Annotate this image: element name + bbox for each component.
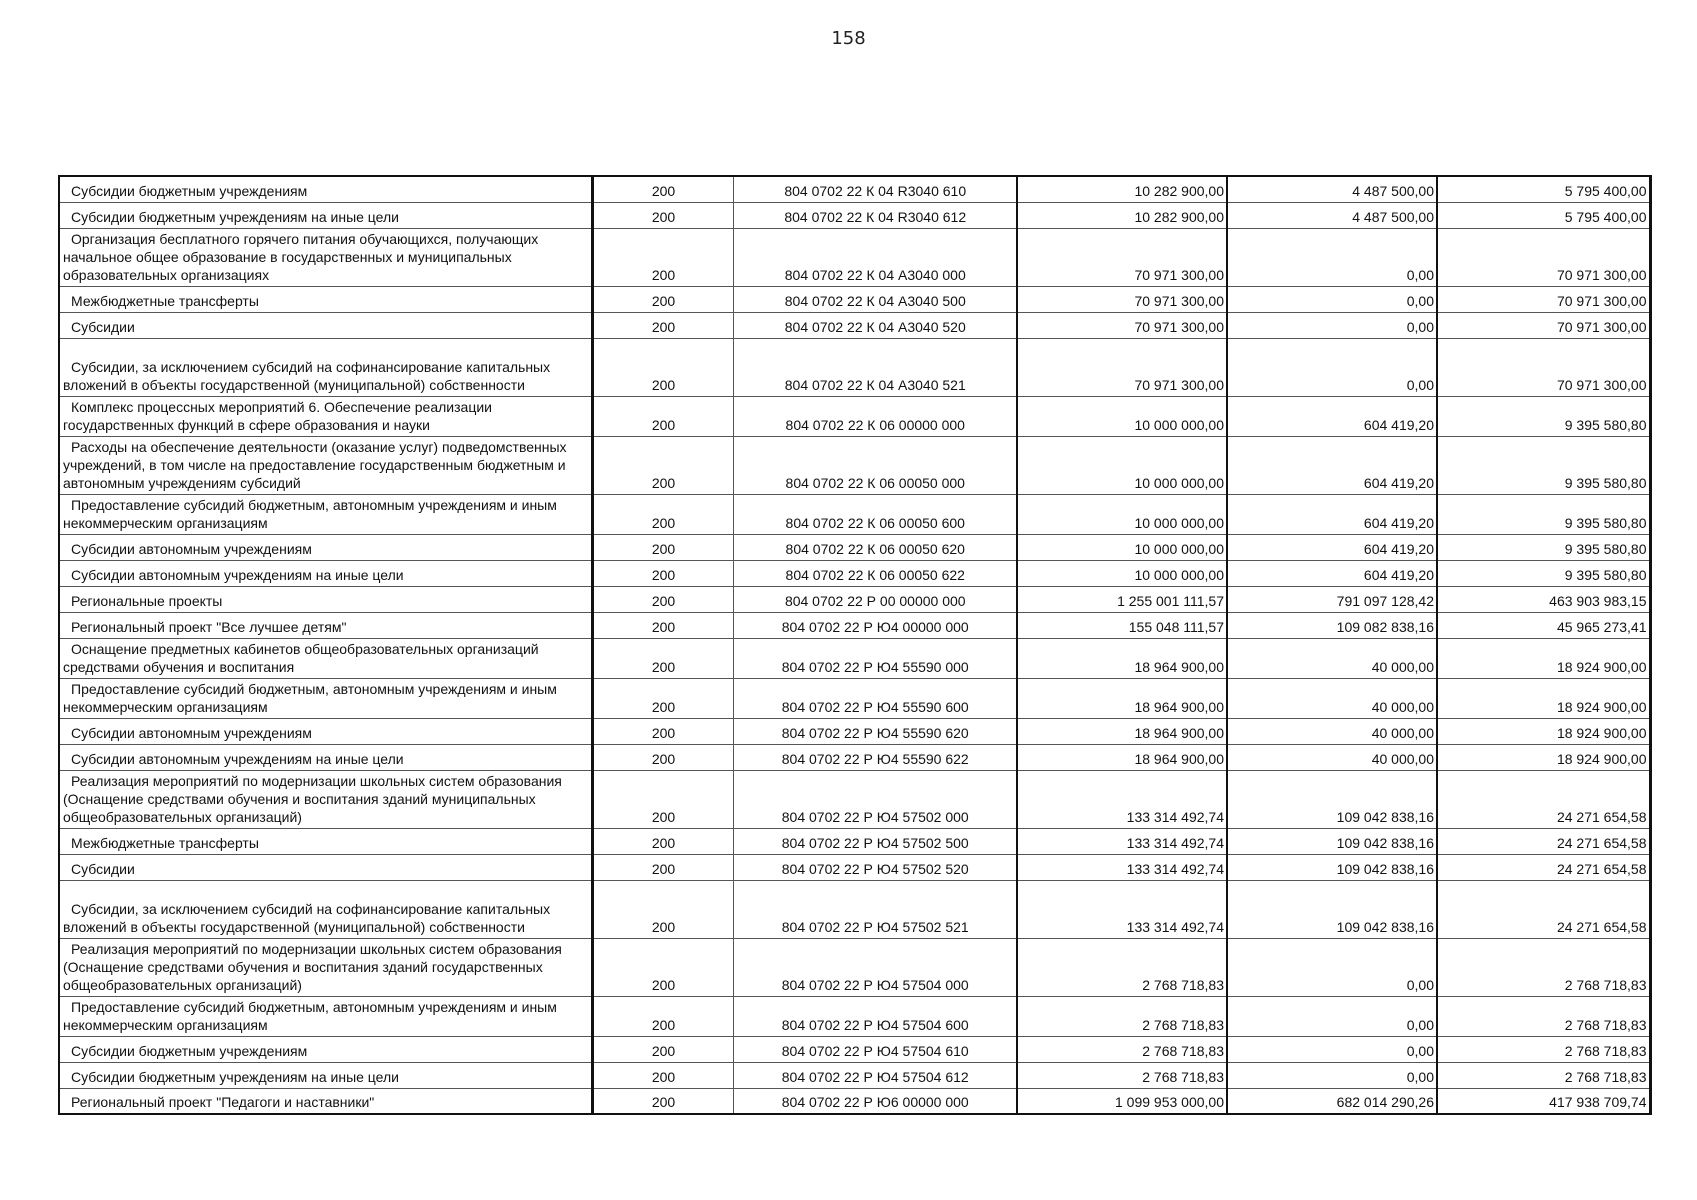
planned-amount-cell: 18 964 900,00	[1017, 744, 1227, 770]
table-row	[59, 638, 1650, 678]
budget-classification-code-cell: 804 0702 22 Р Ю4 55590 600	[733, 678, 1017, 718]
table-row	[59, 534, 1650, 560]
executed-amount-cell: 0,00	[1227, 338, 1437, 396]
planned-amount-cell: 10 000 000,00	[1017, 534, 1227, 560]
planned-amount-cell: 70 971 300,00	[1017, 312, 1227, 338]
admin-code-cell: 200	[592, 1088, 733, 1114]
budget-classification-code-cell: 804 0702 22 К 04 А3040 500	[733, 286, 1017, 312]
remaining-amount-cell: 45 965 273,41	[1437, 612, 1650, 638]
expense-name-cell: Субсидии	[59, 312, 592, 338]
executed-amount-cell: 604 419,20	[1227, 494, 1437, 534]
table-row	[59, 286, 1650, 312]
budget-table	[58, 175, 1652, 1115]
expense-name-cell: Межбюджетные трансферты	[59, 286, 592, 312]
budget-table-body	[59, 176, 1650, 1114]
expense-name-cell: Расходы на обеспечение деятельности (оказание услуг) подведомственных учреждений, в том числе на предоставление государственным бюджетным и автономным учреждениям субсидий	[59, 436, 592, 494]
table-row	[59, 312, 1650, 338]
planned-amount-cell: 2 768 718,83	[1017, 938, 1227, 996]
planned-amount-cell: 2 768 718,83	[1017, 996, 1227, 1036]
admin-code-cell: 200	[592, 1062, 733, 1088]
executed-amount-cell: 40 000,00	[1227, 744, 1437, 770]
executed-amount-cell: 0,00	[1227, 286, 1437, 312]
remaining-amount-cell: 70 971 300,00	[1437, 312, 1650, 338]
executed-amount-cell: 0,00	[1227, 938, 1437, 996]
admin-code-cell: 200	[592, 560, 733, 586]
admin-code-cell: 200	[592, 638, 733, 678]
budget-classification-code-cell: 804 0702 22 Р Ю6 00000 000	[733, 1088, 1017, 1114]
table-row	[59, 176, 1650, 202]
expense-name-cell: Субсидии бюджетным учреждениям	[59, 1036, 592, 1062]
budget-classification-code-cell: 804 0702 22 К 06 00050 622	[733, 560, 1017, 586]
remaining-amount-cell: 18 924 900,00	[1437, 718, 1650, 744]
executed-amount-cell: 0,00	[1227, 1062, 1437, 1088]
remaining-amount-cell: 417 938 709,74	[1437, 1088, 1650, 1114]
remaining-amount-cell: 24 271 654,58	[1437, 854, 1650, 880]
expense-name-cell: Региональный проект "Педагоги и наставники"	[59, 1088, 592, 1114]
expense-name-cell: Межбюджетные трансферты	[59, 828, 592, 854]
remaining-amount-cell: 18 924 900,00	[1437, 678, 1650, 718]
budget-classification-code-cell: 804 0702 22 Р 00 00000 000	[733, 586, 1017, 612]
table-row	[59, 202, 1650, 228]
expense-name-cell: Оснащение предметных кабинетов общеобразовательных организаций средствами обучения и воспитания	[59, 638, 592, 678]
budget-classification-code-cell: 804 0702 22 К 04 А3040 520	[733, 312, 1017, 338]
budget-classification-code-cell: 804 0702 22 Р Ю4 57504 610	[733, 1036, 1017, 1062]
admin-code-cell: 200	[592, 612, 733, 638]
remaining-amount-cell: 70 971 300,00	[1437, 228, 1650, 286]
executed-amount-cell: 0,00	[1227, 1036, 1437, 1062]
budget-classification-code-cell: 804 0702 22 К 06 00000 000	[733, 396, 1017, 436]
executed-amount-cell: 604 419,20	[1227, 560, 1437, 586]
planned-amount-cell: 133 314 492,74	[1017, 770, 1227, 828]
table-row	[59, 880, 1650, 938]
remaining-amount-cell: 9 395 580,80	[1437, 396, 1650, 436]
executed-amount-cell: 4 487 500,00	[1227, 202, 1437, 228]
budget-classification-code-cell: 804 0702 22 К 04 А3040 000	[733, 228, 1017, 286]
page-number: 158	[831, 28, 866, 49]
budget-classification-code-cell: 804 0702 22 Р Ю4 57504 000	[733, 938, 1017, 996]
admin-code-cell: 200	[592, 880, 733, 938]
remaining-amount-cell: 70 971 300,00	[1437, 286, 1650, 312]
expense-name-cell: Субсидии автономным учреждениям на иные цели	[59, 560, 592, 586]
executed-amount-cell: 0,00	[1227, 312, 1437, 338]
expense-name-cell: Региональный проект "Все лучшее детям"	[59, 612, 592, 638]
admin-code-cell: 200	[592, 744, 733, 770]
budget-classification-code-cell: 804 0702 22 Р Ю4 57502 000	[733, 770, 1017, 828]
planned-amount-cell: 70 971 300,00	[1017, 286, 1227, 312]
admin-code-cell: 200	[592, 770, 733, 828]
admin-code-cell: 200	[592, 534, 733, 560]
table-row	[59, 996, 1650, 1036]
planned-amount-cell: 10 282 900,00	[1017, 176, 1227, 202]
remaining-amount-cell: 18 924 900,00	[1437, 744, 1650, 770]
expense-name-cell: Предоставление субсидий бюджетным, автономным учреждениям и иным некоммерческим организациям	[59, 996, 592, 1036]
expense-name-cell: Субсидии бюджетным учреждениям на иные цели	[59, 202, 592, 228]
admin-code-cell: 200	[592, 176, 733, 202]
budget-classification-code-cell: 804 0702 22 К 04 R3040 612	[733, 202, 1017, 228]
expense-name-cell: Реализация мероприятий по модернизации школьных систем образования (Оснащение средствами обучения и воспитания зданий муниципальных общеобразовательных организаций)	[59, 770, 592, 828]
executed-amount-cell: 109 042 838,16	[1227, 880, 1437, 938]
admin-code-cell: 200	[592, 228, 733, 286]
remaining-amount-cell: 9 395 580,80	[1437, 436, 1650, 494]
table-row	[59, 586, 1650, 612]
executed-amount-cell: 791 097 128,42	[1227, 586, 1437, 612]
admin-code-cell: 200	[592, 678, 733, 718]
expense-name-cell: Субсидии	[59, 854, 592, 880]
budget-classification-code-cell: 804 0702 22 К 04 А3040 521	[733, 338, 1017, 396]
remaining-amount-cell: 9 395 580,80	[1437, 560, 1650, 586]
remaining-amount-cell: 24 271 654,58	[1437, 880, 1650, 938]
remaining-amount-cell: 5 795 400,00	[1437, 176, 1650, 202]
admin-code-cell: 200	[592, 312, 733, 338]
table-row	[59, 612, 1650, 638]
planned-amount-cell: 1 099 953 000,00	[1017, 1088, 1227, 1114]
expense-name-cell: Региональные проекты	[59, 586, 592, 612]
planned-amount-cell: 1 255 001 111,57	[1017, 586, 1227, 612]
executed-amount-cell: 109 042 838,16	[1227, 828, 1437, 854]
executed-amount-cell: 4 487 500,00	[1227, 176, 1437, 202]
planned-amount-cell: 133 314 492,74	[1017, 880, 1227, 938]
executed-amount-cell: 604 419,20	[1227, 534, 1437, 560]
expense-name-cell: Предоставление субсидий бюджетным, автономным учреждениям и иным некоммерческим организациям	[59, 494, 592, 534]
planned-amount-cell: 18 964 900,00	[1017, 718, 1227, 744]
planned-amount-cell: 18 964 900,00	[1017, 638, 1227, 678]
remaining-amount-cell: 5 795 400,00	[1437, 202, 1650, 228]
remaining-amount-cell: 24 271 654,58	[1437, 828, 1650, 854]
budget-classification-code-cell: 804 0702 22 Р Ю4 57502 521	[733, 880, 1017, 938]
planned-amount-cell: 133 314 492,74	[1017, 828, 1227, 854]
table-row	[59, 560, 1650, 586]
table-row	[59, 744, 1650, 770]
planned-amount-cell: 133 314 492,74	[1017, 854, 1227, 880]
admin-code-cell: 200	[592, 494, 733, 534]
budget-classification-code-cell: 804 0702 22 К 06 00050 620	[733, 534, 1017, 560]
table-row	[59, 854, 1650, 880]
table-row	[59, 938, 1650, 996]
remaining-amount-cell: 2 768 718,83	[1437, 1062, 1650, 1088]
admin-code-cell: 200	[592, 436, 733, 494]
planned-amount-cell: 70 971 300,00	[1017, 338, 1227, 396]
planned-amount-cell: 10 282 900,00	[1017, 202, 1227, 228]
executed-amount-cell: 109 042 838,16	[1227, 854, 1437, 880]
executed-amount-cell: 40 000,00	[1227, 638, 1437, 678]
budget-classification-code-cell: 804 0702 22 К 06 00050 000	[733, 436, 1017, 494]
budget-classification-code-cell: 804 0702 22 Р Ю4 57504 600	[733, 996, 1017, 1036]
expense-name-cell: Реализация мероприятий по модернизации школьных систем образования (Оснащение средствами обучения и воспитания зданий государственных общеобразовательных организаций)	[59, 938, 592, 996]
budget-classification-code-cell: 804 0702 22 Р Ю4 00000 000	[733, 612, 1017, 638]
budget-classification-code-cell: 804 0702 22 Р Ю4 55590 000	[733, 638, 1017, 678]
expense-name-cell: Субсидии, за исключением субсидий на софинансирование капитальных вложений в объекты государственной (муниципальной) собственности	[59, 880, 592, 938]
table-row	[59, 1088, 1650, 1114]
remaining-amount-cell: 70 971 300,00	[1437, 338, 1650, 396]
admin-code-cell: 200	[592, 996, 733, 1036]
executed-amount-cell: 109 082 838,16	[1227, 612, 1437, 638]
planned-amount-cell: 18 964 900,00	[1017, 678, 1227, 718]
expense-name-cell: Субсидии, за исключением субсидий на софинансирование капитальных вложений в объекты государственной (муниципальной) собственности	[59, 338, 592, 396]
expense-name-cell: Субсидии автономным учреждениям	[59, 718, 592, 744]
table-row	[59, 718, 1650, 744]
remaining-amount-cell: 24 271 654,58	[1437, 770, 1650, 828]
expense-name-cell: Субсидии автономным учреждениям	[59, 534, 592, 560]
remaining-amount-cell: 2 768 718,83	[1437, 1036, 1650, 1062]
remaining-amount-cell: 2 768 718,83	[1437, 938, 1650, 996]
planned-amount-cell: 10 000 000,00	[1017, 560, 1227, 586]
expense-name-cell: Субсидии бюджетным учреждениям на иные цели	[59, 1062, 592, 1088]
remaining-amount-cell: 463 903 983,15	[1437, 586, 1650, 612]
planned-amount-cell: 2 768 718,83	[1017, 1062, 1227, 1088]
expense-name-cell: Комплекс процессных мероприятий 6. Обеспечение реализации государственных функций в сфере образования и науки	[59, 396, 592, 436]
admin-code-cell: 200	[592, 938, 733, 996]
admin-code-cell: 200	[592, 202, 733, 228]
executed-amount-cell: 0,00	[1227, 996, 1437, 1036]
budget-classification-code-cell: 804 0702 22 Р Ю4 55590 620	[733, 718, 1017, 744]
admin-code-cell: 200	[592, 1036, 733, 1062]
admin-code-cell: 200	[592, 854, 733, 880]
table-row	[59, 770, 1650, 828]
planned-amount-cell: 2 768 718,83	[1017, 1036, 1227, 1062]
executed-amount-cell: 0,00	[1227, 228, 1437, 286]
table-row	[59, 678, 1650, 718]
admin-code-cell: 200	[592, 286, 733, 312]
executed-amount-cell: 604 419,20	[1227, 396, 1437, 436]
admin-code-cell: 200	[592, 718, 733, 744]
planned-amount-cell: 70 971 300,00	[1017, 228, 1227, 286]
remaining-amount-cell: 2 768 718,83	[1437, 996, 1650, 1036]
planned-amount-cell: 10 000 000,00	[1017, 436, 1227, 494]
executed-amount-cell: 109 042 838,16	[1227, 770, 1437, 828]
table-row	[59, 828, 1650, 854]
expense-name-cell: Организация бесплатного горячего питания обучающихся, получающих начальное общее образование в государственных и муниципальных образовательных организациях	[59, 228, 592, 286]
budget-classification-code-cell: 804 0702 22 Р Ю4 55590 622	[733, 744, 1017, 770]
table-row	[59, 1036, 1650, 1062]
remaining-amount-cell: 9 395 580,80	[1437, 494, 1650, 534]
remaining-amount-cell: 9 395 580,80	[1437, 534, 1650, 560]
table-row	[59, 338, 1650, 396]
budget-classification-code-cell: 804 0702 22 Р Ю4 57502 500	[733, 828, 1017, 854]
table-row	[59, 228, 1650, 286]
table-row	[59, 1062, 1650, 1088]
admin-code-cell: 200	[592, 828, 733, 854]
admin-code-cell: 200	[592, 586, 733, 612]
admin-code-cell: 200	[592, 338, 733, 396]
expense-name-cell: Предоставление субсидий бюджетным, автономным учреждениям и иным некоммерческим организациям	[59, 678, 592, 718]
budget-classification-code-cell: 804 0702 22 К 04 R3040 610	[733, 176, 1017, 202]
expense-name-cell: Субсидии бюджетным учреждениям	[59, 176, 592, 202]
budget-classification-code-cell: 804 0702 22 К 06 00050 600	[733, 494, 1017, 534]
budget-classification-code-cell: 804 0702 22 Р Ю4 57504 612	[733, 1062, 1017, 1088]
planned-amount-cell: 10 000 000,00	[1017, 396, 1227, 436]
executed-amount-cell: 682 014 290,26	[1227, 1088, 1437, 1114]
table-row	[59, 494, 1650, 534]
remaining-amount-cell: 18 924 900,00	[1437, 638, 1650, 678]
executed-amount-cell: 604 419,20	[1227, 436, 1437, 494]
executed-amount-cell: 40 000,00	[1227, 678, 1437, 718]
admin-code-cell: 200	[592, 396, 733, 436]
budget-classification-code-cell: 804 0702 22 Р Ю4 57502 520	[733, 854, 1017, 880]
expense-name-cell: Субсидии автономным учреждениям на иные цели	[59, 744, 592, 770]
executed-amount-cell: 40 000,00	[1227, 718, 1437, 744]
planned-amount-cell: 155 048 111,57	[1017, 612, 1227, 638]
table-row	[59, 436, 1650, 494]
table-row	[59, 396, 1650, 436]
planned-amount-cell: 10 000 000,00	[1017, 494, 1227, 534]
